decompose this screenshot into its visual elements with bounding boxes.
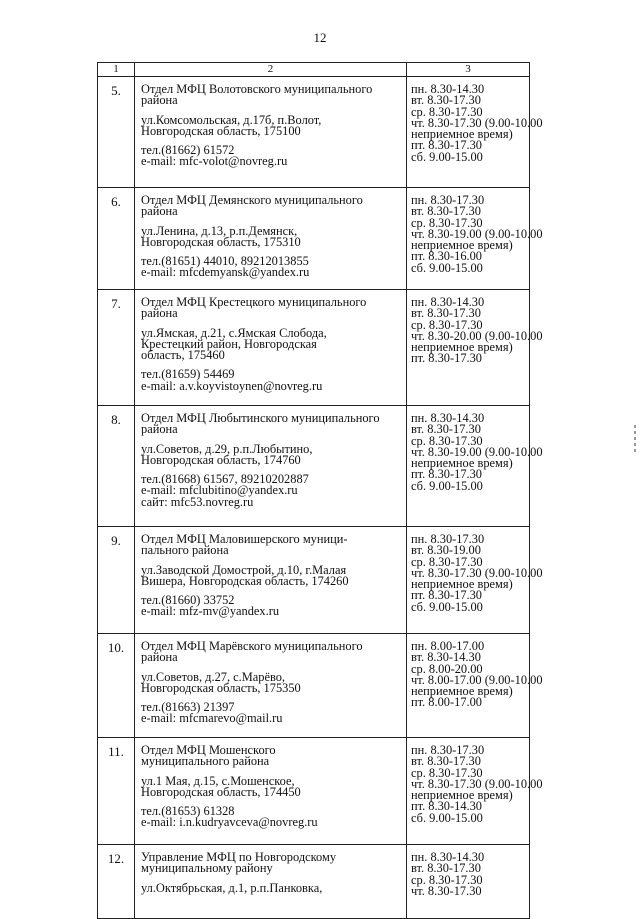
schedule-line: вт. 8.30-17.30: [411, 204, 481, 219]
schedule-line: сб. 9.00-15.00: [411, 149, 483, 164]
schedule-cell: [407, 634, 543, 738]
schedule-line: сб. 9.00-15.00: [411, 478, 483, 493]
mfc-offices-table: [97, 62, 543, 919]
office-info-line: Отдел МФЦ Марёвского муниципального: [141, 639, 363, 653]
office-info-line: Новгородская область, 175100: [141, 123, 301, 138]
office-info-line: района: [141, 650, 178, 665]
office-info-line: района: [141, 306, 178, 321]
office-info-line: Отдел МФЦ Крестецкого муниципального: [141, 295, 367, 309]
schedule-cell: [407, 527, 543, 634]
office-info-line: тел.(81668) 61567, 89210202887: [141, 472, 309, 487]
schedule-line: чт. 8.30-19.00 (9.00-10.00: [411, 226, 543, 241]
schedule-cell: [407, 77, 543, 188]
row-number: 6.: [98, 188, 135, 290]
schedule-cell: [407, 188, 543, 290]
margin-mark: [634, 425, 636, 453]
office-info-line: e-mail: mfcdemyansk@yandex.ru: [141, 265, 310, 280]
schedule-cell: [407, 406, 543, 527]
office-info-cell: [135, 406, 407, 527]
row-number: 8.: [98, 406, 135, 527]
office-info-line: Отдел МФЦ Волотовского муниципального: [141, 82, 373, 96]
table-row: [98, 406, 530, 527]
row-number: 5.: [98, 77, 135, 188]
table-row: [98, 188, 530, 290]
office-info-line: тел.(81653) 61328: [141, 804, 235, 819]
office-info-line: Отдел МФЦ Маловишерского муници-: [141, 532, 348, 546]
office-info-line: e-mail: mfc-volot@novreg.ru: [141, 154, 288, 169]
office-info-line: ул.Ямская, д.21, с.Ямская Слобода,: [141, 325, 327, 340]
office-info-line: Отдел МФЦ Мошенского: [141, 743, 276, 757]
schedule-line: пн. 8.30-17.30: [411, 743, 485, 757]
schedule-line: ср. 8.00-20.00: [411, 661, 483, 676]
schedule-line: чт. 8.30-20.00 (9.00-10.00: [411, 328, 543, 343]
office-info-line: района: [141, 93, 178, 108]
schedule-line: вт. 8.30-17.30: [411, 754, 481, 769]
office-info-line: тел.(81651) 44010, 89212013855: [141, 254, 309, 269]
schedule-line: чт. 8.00-17.00 (9.00-10.00: [411, 672, 543, 687]
office-info-line: ул.Октябрьская, д.1, р.п.Панковка,: [141, 880, 323, 895]
office-info-cell: [135, 634, 407, 738]
schedule-line: чт. 8.30-17.30: [411, 883, 482, 898]
schedule-line: ср. 8.30-17.30: [411, 104, 483, 119]
office-info-line: сайт: mfc53.novreg.ru: [141, 494, 254, 509]
office-info-line: Новгородская область, 174760: [141, 452, 301, 467]
row-number: 7.: [98, 290, 135, 406]
schedule-line: ср. 8.30-17.30: [411, 215, 483, 230]
column-header-3: 3: [407, 63, 530, 77]
office-info-line: ул.Заводской Домострой, д.10, г.Малая: [141, 562, 347, 577]
office-info-line: тел.(81663) 21397: [141, 700, 235, 715]
schedule-line: ср. 8.30-17.30: [411, 554, 483, 569]
office-info-line: Управление МФЦ по Новгородскому: [141, 850, 337, 864]
schedule-line: пн. 8.30-14.30: [411, 82, 485, 96]
table-row: [98, 77, 530, 188]
schedule-line: неприемное время): [411, 127, 513, 142]
schedule-line: пт. 8.30-17.30: [411, 138, 482, 153]
office-info-line: e-mail: mfclubitino@yandex.ru: [141, 483, 298, 498]
schedule-line: сб. 9.00-15.00: [411, 260, 483, 275]
column-header-2: 2: [135, 63, 407, 77]
office-info-line: района: [141, 422, 178, 437]
schedule-line: пн. 8.30-17.30: [411, 193, 485, 207]
office-info-line: Крестецкий район, Новгородская: [141, 336, 317, 351]
schedule-cell: [407, 738, 543, 845]
schedule-line: сб. 9.00-15.00: [411, 810, 483, 825]
schedule-line: чт. 8.30-17.30 (9.00-10.00: [411, 115, 543, 130]
table-row: [98, 845, 530, 919]
office-info-line: ул.Комсомольская, д.17б, п.Волот,: [141, 112, 322, 127]
office-info-line: района: [141, 204, 178, 219]
schedule-line: ср. 8.30-17.30: [411, 765, 483, 780]
schedule-line: неприемное время): [411, 238, 513, 253]
schedule-line: чт. 8.30-19.00 (9.00-10.00: [411, 444, 543, 459]
schedule-line: вт. 8.30-17.30: [411, 422, 481, 437]
schedule-line: пн. 8.30-14.30: [411, 850, 485, 864]
office-info-line: ул.Советов, д.29, р.п.Любытино,: [141, 441, 313, 456]
office-info-line: тел.(81662) 61572: [141, 143, 235, 158]
office-info-line: ул.Советов, д.27, с.Марёво,: [141, 669, 286, 684]
schedule-line: пт. 8.00-17.00: [411, 695, 482, 710]
schedule-line: сб. 9.00-15.00: [411, 599, 483, 614]
schedule-line: пт. 8.30-14.30: [411, 799, 482, 814]
schedule-line: ср. 8.30-17.30: [411, 317, 483, 332]
office-info-line: муниципального района: [141, 754, 270, 769]
office-info-cell: [135, 738, 407, 845]
office-info-line: Отдел МФЦ Демянского муниципального: [141, 193, 363, 207]
office-info-line: Отдел МФЦ Любытинского муниципального: [141, 411, 380, 425]
office-info-line: e-mail: mfz-mv@yandex.ru: [141, 604, 280, 619]
schedule-line: неприемное время): [411, 788, 513, 803]
schedule-line: неприемное время): [411, 456, 513, 471]
page-number: 12: [313, 30, 327, 45]
office-info-line: e-mail: i.n.kudryavceva@novreg.ru: [141, 815, 318, 830]
office-info-line: муниципальному району: [141, 861, 273, 876]
row-number: 10.: [98, 634, 135, 738]
row-number: 11.: [98, 738, 135, 845]
schedule-line: вт. 8.30-17.30: [411, 93, 481, 108]
office-info-line: тел.(81659) 54469: [141, 367, 235, 382]
office-info-cell: [135, 845, 407, 919]
office-info-line: ул.1 Мая, д.15, с.Мошенское,: [141, 773, 295, 788]
column-header-1: 1: [98, 63, 135, 77]
table-header-row: [98, 63, 530, 77]
schedule-line: пн. 8.00-17.00: [411, 639, 485, 653]
schedule-line: неприемное время): [411, 577, 513, 592]
schedule-line: вт. 8.30-14.30: [411, 650, 481, 665]
schedule-line: чт. 8.30-17.30 (9.00-10.00: [411, 565, 543, 580]
office-info-cell: [135, 290, 407, 406]
office-info-cell: [135, 527, 407, 634]
table-row: [98, 738, 530, 845]
schedule-line: вт. 8.30-17.30: [411, 306, 481, 321]
office-info-line: Новгородская область, 175310: [141, 234, 301, 249]
office-info-line: ул.Ленина, д.13, р.п.Демянск,: [141, 223, 298, 238]
table-row: [98, 527, 530, 634]
schedule-line: пт. 8.30-17.30: [411, 588, 482, 603]
office-info-line: e-mail: a.v.koyvistoynen@novreg.ru: [141, 378, 323, 393]
schedule-line: пт. 8.30-17.30: [411, 351, 482, 366]
schedule-line: пт. 8.30-17.30: [411, 467, 482, 482]
schedule-line: пн. 8.30-14.30: [411, 295, 485, 309]
row-number: 12.: [98, 845, 135, 919]
schedule-line: вт. 8.30-19.00: [411, 543, 481, 558]
schedule-line: пн. 8.30-14.30: [411, 411, 485, 425]
office-info-cell: [135, 188, 407, 290]
office-info-line: Новгородская область, 174450: [141, 784, 301, 799]
office-info-line: Вишера, Новгородская область, 174260: [141, 573, 349, 588]
table-row: [98, 290, 530, 406]
row-number: 9.: [98, 527, 135, 634]
office-info-line: пального района: [141, 543, 229, 558]
schedule-line: неприемное время): [411, 684, 513, 699]
schedule-line: пт. 8.30-16.00: [411, 249, 482, 264]
schedule-line: вт. 8.30-17.30: [411, 861, 481, 876]
schedule-cell: [407, 290, 543, 406]
schedule-line: ср. 8.30-17.30: [411, 433, 483, 448]
table-row: [98, 634, 530, 738]
office-info-line: Новгородская область, 175350: [141, 680, 301, 695]
schedule-line: ср. 8.30-17.30: [411, 872, 483, 887]
office-info-line: тел.(81660) 33752: [141, 593, 235, 608]
schedule-cell: [407, 845, 530, 919]
office-info-line: e-mail: mfcmarevo@mail.ru: [141, 711, 283, 726]
schedule-line: неприемное время): [411, 340, 513, 355]
schedule-line: чт. 8.30-17.30 (9.00-10.00: [411, 776, 543, 791]
schedule-line: пн. 8.30-17.30: [411, 532, 485, 546]
office-info-cell: [135, 77, 407, 188]
office-info-line: область, 175460: [141, 348, 225, 363]
